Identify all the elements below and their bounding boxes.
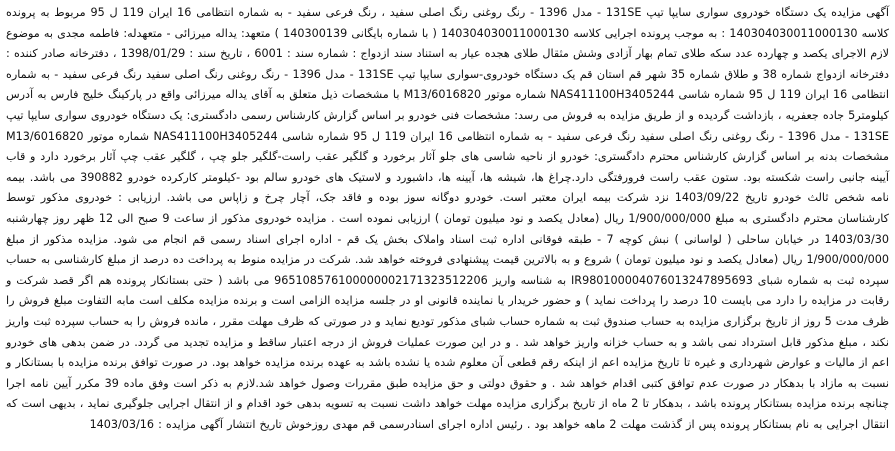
notice-body-text: آگهی مزایده یک دستگاه خودروی سواری سایپا تیپ 131SE - مدل 1396 - رنگ روغنی رنگ اصلی سفید ، رنگ فرعی سفید - به شماره انتظامی 16 ایران 119 ل 95 مربوط به پرونده کلاسه 140304030011000130 : به موجب پرونده اجرایی کلاسه 140304030011000130 ( با شماره بایگانی 140300139 ) متعهد: یداله میرزائی - متعهدله: فاطمه مجدی به موضوع لازم الاجرای یکصد و چهارده عدد سکه طلای تمام بهار آزادی وشش مثقال طلای هجده عیار به استناد سند ازدواج : شماره سند : 6001 ، تاریخ سند : 1398/01/29 ، دفترخانه صادر کننده : دفترخانه ازدواج شماره 38 و طلاق شماره 35 شهر قم استان قم یک دستگاه خودروی-سواری سایپا تیپ 131SE - مدل 1396 - رنگ روغنی رنگ اصلی سفید رنگ فرعی سفید - به شماره انتظامی 16 ایران 119 ل 95 شماره شاسی NAS411100H3405244 شماره موتور M13/6016820 با مشخصات ذیل متعلق به آقای یداله میرزائی واقع در پارکینگ خلیج فارس به آدرس کیلومتر5 جاده جعفریه ، بازداشت گردیده و از طریق مزایده به فروش می رسد: مشخصات فنی خودرو بر اساس گزارش کارشناس رسمی دادگستری: یک دستگاه خودروی سواری سایپا تیپ 131SE - مدل 1396 - رنگ روغنی رنگ اصلی سفید رنگ فرعی سفید - به شماره انتظامی 16 ایران 119 ل 95 شماره شاسی NAS411100H3405244 شماره موتور M13/6016820 مشخصات بدنه بر اساس گزارش کارشناس محترم دادگستری: خودرو از ناحیه شاسی های جلو آثار برخورد و گلگیر عقب راست-گلگیر جلو چپ ، گلگیر عقب چپ آثار برخورد دارد و قاب آیینه جانبی راست شکسته بود. ستون عقب راست فرورفتگی دارد.چراغ ها، شیشه ها، آیینه ها، داشبورد و لاستیک های خودرو سالم بود -کیلومتر کارکرده خودرو 390882 می باشد. بیمه نامه شخص ثالث خودرو تاریخ 1403/09/22 نزد شرکت بیمه ایران معتبر است. خودرو دوگانه سوز بوده و فاقد جک، آچار چرخ و زاپاس می باشد. ارزیابی : خودروی مذکور توسط کارشناسان محترم دادگستری به مبلغ 1/900/000/000 ریال (معادل یکصد و نود میلیون تومان ) ارزیابی نموده است . مزایده خودروی مذکور از ساعت 9 صبح الی 12 ظهر روز چهارشنبه 1403/03/30 در خیابان ساحلی ( لواسانی ) نبش کوچه 7 - طبقه فوقانی اداره ثبت اسناد واملاک بخش یک قم - اداره اجرای اسناد رسمی قم انجام می شود. مزایده مذکور از مبلغ 1/900/000/000 ریال (معادل یکصد و نود میلیون تومان ) شروع و به بالاترین قیمت پیشنهادی فروخته خواهد شد. شرکت در مزایده منوط به پرداخت ده درصد از مبلغ کارشناسی به حساب سپرده ثبت به شماره شبای IR980100004076013247895693 به شناسه واریز 965108576100000002171323512206 می باشد ( حتی بستانکار پرونده هم اگر قصد شرکت و رقابت در مزایده را دارد می بایست 10 درصد را پرداخت نماید ) و حضور خریدار یا نماینده قانونی او در جلسه مزایده الزامی است و برنده مزایده مکلف است مابه التفاوت مبلغ فروش را ظرف مدت 5 روز از تاریخ برگزاری مزایده به حساب صندوق ثبت به شماره حساب شبای مذکور تودیع نماید و در صورتی که ظرف مهلت مقرر ، مانده فروش را به حساب سپرده ثبت واریز نکند ، مبلغ مذکور قابل استرداد نمی باشد و به حساب خزانه واریز خواهد شد . و در این صورت عملیات فروش از درجه اعتبار ساقط و مزایده تجدید می گردد. در ضمن بدهی های خودرو اعم از مالیات و عوارض شهرداری و غیره تا تاریخ مزایده اعم از اینکه رقم قطعی آن معلوم شده یا نشده باشد به عهده برنده مزایده خواهد بود. در صورت توافق برنده مزایده با بستانکار و نسبت به مازاد با بدهکار در صورت عدم توافق کتبی اقدام خواهد شد . و حقوق دولتی و حق مزایده طبق مقررات وصول خواهد شد.لازم به ذکر است وفق ماده 39 مکرر آیین نامه اجرا چنانچه برنده مزایده بستانکار پرونده باشد ، بدهکار تا 2 ماه از تاریخ برگزاری مزایده مهلت خواهد داشت نسبت به تسویه بدهی خود اقدام و از انتقال اجرایی جلوگیری نماید ، بدیهی است که انتقال اجرایی به نام بستانکار پرونده پس از گذشت مهلت 2 ماهه خواهد بود . رئیس اداره اجرای اسنادرسمی قم مهدی روزخوش تاریخ انتشار آگهی مزایده : 1403/03/16 [6, 6, 890, 431]
